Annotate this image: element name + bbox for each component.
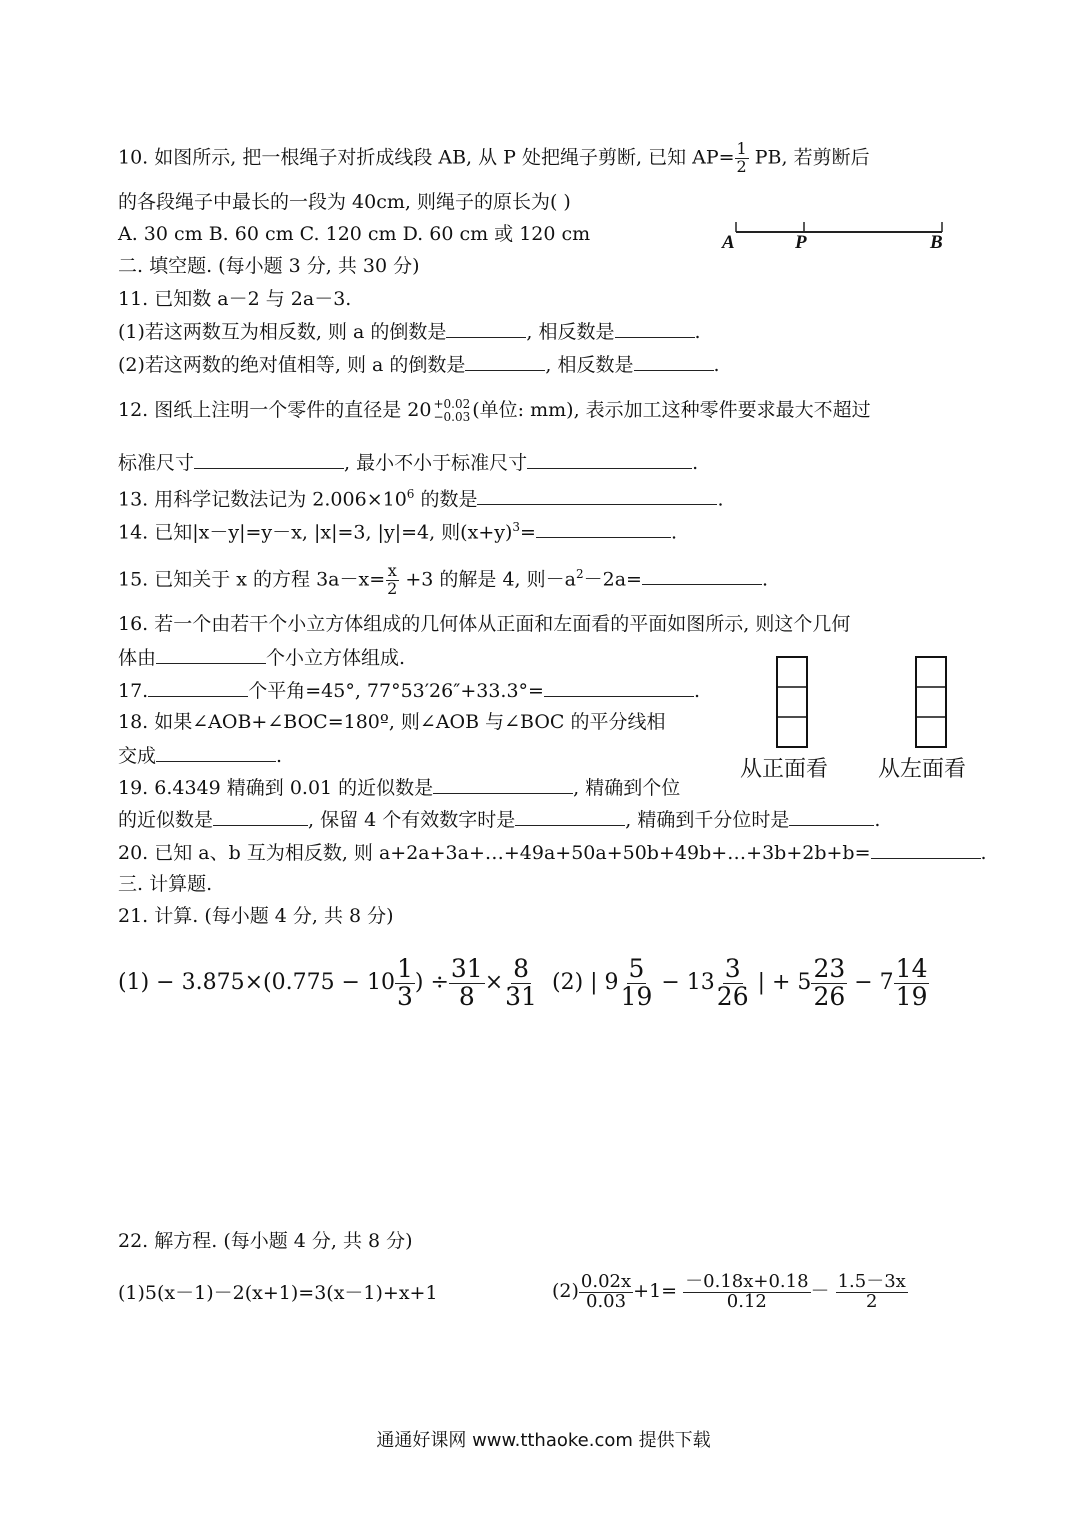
q19-blank2[interactable] <box>213 807 308 826</box>
q13-blank[interactable] <box>477 486 717 505</box>
q21-e2-f3-den: 26 <box>813 981 846 1011</box>
q13-sup: 6 <box>406 487 415 501</box>
q11-p1-text2: , 相反数是 <box>526 321 615 343</box>
q21-e1-f3-num: 8 <box>513 954 530 984</box>
q19-text-e: , 精确到千分位时是 <box>625 809 790 831</box>
q12-line2 <box>118 450 698 475</box>
q19-end: . <box>874 809 881 831</box>
q19-blank4[interactable] <box>789 807 874 826</box>
q22-e2-f3-num: 1.5－3x <box>837 1270 906 1292</box>
q10-frac-num: 1 <box>736 139 747 158</box>
left-view-figure <box>915 656 949 750</box>
q11-p1-blank2[interactable] <box>615 319 695 338</box>
q10-text-b: PB, 若剪断后 <box>748 146 870 169</box>
q14-blank[interactable] <box>536 519 671 538</box>
q11-p2-text: (2)若这两数的绝对值相等, 则 a 的倒数是 <box>118 354 466 376</box>
left-view-label: 从左面看 <box>878 757 967 782</box>
q10-line1 <box>118 141 870 176</box>
q10-options: A. 30 cm B. 60 cm C. 120 cm D. 60 cm 或 120 cm <box>118 223 591 245</box>
q13-line <box>118 482 724 511</box>
q21-e1-frac3 <box>503 956 539 1010</box>
q22-e2-f1-den: 0.03 <box>586 1290 627 1312</box>
q15-end: . <box>761 568 768 591</box>
q21-e1-text-a: (1) − 3.875×(0.775 − 10 <box>118 970 395 995</box>
q16-text-b: 个小立方体组成. <box>266 647 406 669</box>
q10-text-a: 10. 如图所示, 把一根绳子对折成线段 AB, 从 P 处把绳子剪断, 已知 AP= <box>118 146 735 169</box>
q22-e2-frac2 <box>683 1270 810 1312</box>
q17-line <box>118 678 700 703</box>
q12-tol-down: −0.03 <box>433 410 471 424</box>
q15-text-c: －2a= <box>583 568 642 591</box>
q15-sup: 2 <box>575 567 584 581</box>
q14-end: . <box>670 521 677 544</box>
q20-blank[interactable] <box>871 840 981 859</box>
q17-blank2[interactable] <box>544 678 694 697</box>
q10-line2: 的各段绳子中最长的一段为 40cm, 则绳子的原长为( ) <box>118 191 571 213</box>
page-footer: 通通好课网 www.tthaoke.com 提供下载 <box>376 1430 711 1451</box>
q22-title: 22. 解方程. (每小题 4 分, 共 8 分) <box>118 1230 413 1252</box>
q19-line2 <box>118 807 880 832</box>
q21-e2-frac2 <box>715 956 751 1010</box>
q16-line1: 16. 若一个由若干个小立方体组成的几何体从正面和左面看的平面如图所示, 则这个几何 <box>118 613 851 635</box>
q12-blank1[interactable] <box>194 450 344 469</box>
q21-e2-f4-den: 19 <box>895 981 928 1011</box>
q12-blank2[interactable] <box>527 450 692 469</box>
q10-fraction <box>735 141 749 176</box>
q22-e2-f2-den: 0.12 <box>726 1290 767 1312</box>
q11-p2-blank1[interactable] <box>465 352 545 371</box>
q14-text-a: 14. 已知|x－y|=y－x, |x|=3, |y|=4, 则(x+y) <box>118 521 513 544</box>
q21-e2-f2-num: 3 <box>724 954 741 984</box>
q12-text-b: (单位: mm), 表示加工这种零件要求最大不超过 <box>472 399 871 421</box>
q21-e1-f3-den: 31 <box>505 981 537 1011</box>
q14-line <box>118 515 677 544</box>
q16-line2 <box>118 645 405 670</box>
q21-e1-frac1 <box>395 956 415 1010</box>
q14-text-b: = <box>520 521 536 544</box>
front-view-figure <box>776 656 810 750</box>
q18-blank[interactable] <box>156 743 276 762</box>
q21-e1-f1-num: 1 <box>396 954 413 984</box>
q21-e2-frac4 <box>894 956 930 1010</box>
q22-e2-f3-den: 2 <box>865 1290 878 1312</box>
q12-text-a: 12. 图纸上注明一个零件的直径是 20 <box>118 399 432 421</box>
q13-end: . <box>717 488 724 511</box>
q11-part2 <box>118 352 720 377</box>
q13-text-b: 的数是 <box>414 488 478 511</box>
q19-text-d: , 保留 4 个有效数字时是 <box>308 809 516 831</box>
q12-text-d: , 最小不小于标准尺寸 <box>344 452 528 474</box>
q16-blank[interactable] <box>156 645 266 664</box>
q22-e2-frac3 <box>836 1270 908 1312</box>
q11-p2-text2: , 相反数是 <box>545 354 634 376</box>
q21-e1-f1-den: 3 <box>396 981 413 1011</box>
point-b-label: B <box>930 232 943 253</box>
q21-e2-text-b: − 13 <box>654 970 715 995</box>
q21-e2-text-a: (2) | 9 <box>552 970 619 995</box>
q15-text-a: 15. 已知关于 x 的方程 3a－x= <box>118 568 386 591</box>
q12-end: . <box>692 452 699 474</box>
q18-line1: 18. 如果∠AOB+∠BOC=180º, 则∠AOB 与∠BOC 的平分线相 <box>118 711 666 733</box>
q21-e2-text-d: − 7 <box>847 970 894 995</box>
q12-text-c: 标准尺寸 <box>118 452 195 474</box>
q22-expr1: (1)5(x－1)－2(x+1)=3(x－1)+x+1 <box>118 1282 438 1304</box>
q20-text: 20. 已知 a、b 互为相反数, 则 a+2a+3a+…+49a+50a+50b+49b+…+3b+2b+b= <box>118 842 871 864</box>
q17-text-b: 个平角=45°, 77°53′26″+33.3°= <box>248 680 544 702</box>
q21-e2-text-c: | + 5 <box>750 970 812 995</box>
q16-text-a: 体由 <box>118 647 157 669</box>
q22-e2-text-c: － <box>810 1280 830 1302</box>
q11-part1 <box>118 319 701 344</box>
point-a-label: A <box>722 232 735 253</box>
q21-e2-f3-num: 23 <box>813 954 846 984</box>
section2-heading: 二. 填空题. (每小题 3 分, 共 30 分) <box>118 255 420 277</box>
q20-line <box>118 840 987 865</box>
q21-expr2 <box>552 956 929 1010</box>
q21-e1-text-c: × <box>484 970 504 995</box>
q19-blank1[interactable] <box>433 775 573 794</box>
q21-e1-frac2 <box>449 956 485 1010</box>
q19-text-c: 的近似数是 <box>118 809 214 831</box>
point-p-label: P <box>795 232 807 253</box>
q21-e2-f1-den: 19 <box>620 981 653 1011</box>
q21-title: 21. 计算. (每小题 4 分, 共 8 分) <box>118 905 394 927</box>
q22-e2-text-b: +1= <box>633 1280 678 1302</box>
q21-e1-text-b: ) ÷ <box>414 970 449 995</box>
q12-tol-up: +0.02 <box>433 397 471 411</box>
q15-fraction <box>385 563 399 598</box>
q17-blank1[interactable] <box>148 678 248 697</box>
q11-p1-text: (1)若这两数互为相反数, 则 a 的倒数是 <box>118 321 447 343</box>
q11-p1-end: . <box>694 321 701 343</box>
q21-e2-f2-den: 26 <box>716 981 749 1011</box>
q21-e2-f4-num: 14 <box>895 954 928 984</box>
q20-end: . <box>980 842 987 864</box>
q17-end: . <box>693 680 701 702</box>
q15-line <box>118 562 768 598</box>
q19-line1 <box>118 775 680 800</box>
q13-text-a: 13. 用科学记数法记为 2.006×10 <box>118 488 407 511</box>
q21-expr1 <box>118 956 539 1010</box>
q11-p2-blank2[interactable] <box>634 352 714 371</box>
q22-e2-f2-num: －0.18x+0.18 <box>685 1270 809 1292</box>
q10-frac-den: 2 <box>736 156 747 176</box>
q11-stem: 11. 已知数 a－2 与 2a－3. <box>118 288 352 310</box>
q21-e2-frac3 <box>811 956 847 1010</box>
q11-p2-end: . <box>713 354 720 376</box>
q15-frac-den: 2 <box>387 578 398 598</box>
q18-end: . <box>276 745 283 767</box>
section3-heading: 三. 计算题. <box>118 873 213 895</box>
q11-p1-blank1[interactable] <box>446 319 526 338</box>
q19-text-a: 19. 6.4349 精确到 0.01 的近似数是 <box>118 777 434 799</box>
q19-text-b: , 精确到个位 <box>573 777 681 799</box>
q14-sup: 3 <box>512 520 521 534</box>
q22-e2-frac1 <box>579 1270 633 1312</box>
q12-line1 <box>118 398 871 424</box>
q12-tolerance <box>433 398 470 424</box>
q18-text: 交成 <box>118 745 157 767</box>
q15-frac-num: x <box>387 561 397 581</box>
q21-e2-frac1 <box>619 956 655 1010</box>
q22-e2-text-a: (2) <box>552 1280 579 1302</box>
q15-text-b: +3 的解是 4, 则－a <box>399 568 576 591</box>
q19-blank3[interactable] <box>515 807 625 826</box>
q21-e2-f1-num: 5 <box>628 954 645 984</box>
front-view-label: 从正面看 <box>740 757 829 782</box>
q21-e1-f2-den: 8 <box>458 981 475 1011</box>
q18-line2 <box>118 743 282 768</box>
q22-expr2 <box>552 1266 908 1316</box>
q21-e1-f2-num: 31 <box>450 954 483 984</box>
q17-text-a: 17. <box>118 680 149 702</box>
q15-blank[interactable] <box>642 566 762 585</box>
q22-e2-f1-num: 0.02x <box>580 1270 632 1292</box>
segment-ab-figure <box>724 216 954 256</box>
